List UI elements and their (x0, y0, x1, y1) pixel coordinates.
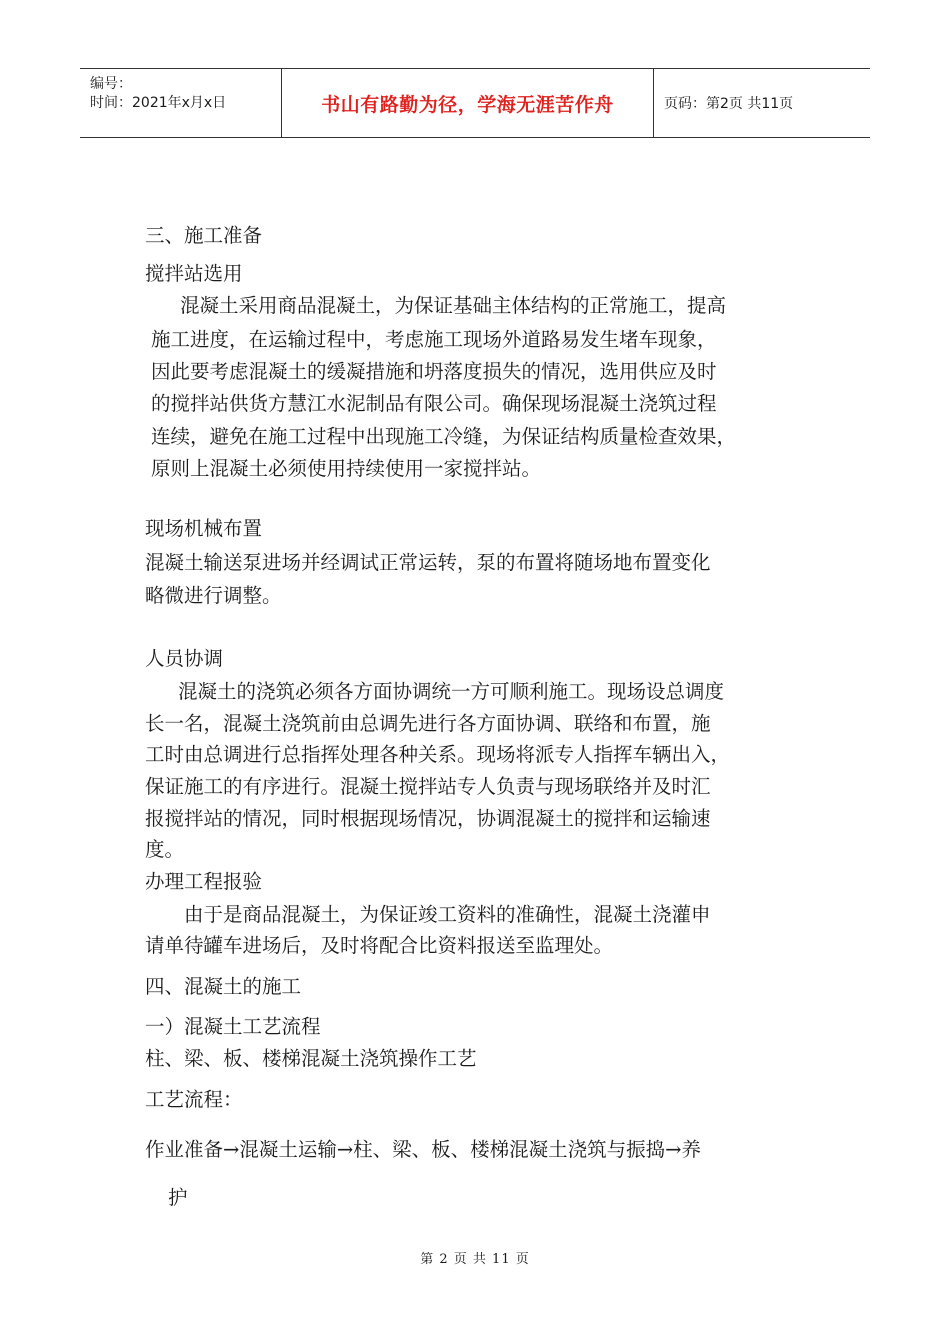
paragraph-line: 度。 (145, 838, 185, 861)
doc-date: 时间：2021年x月x日 (90, 95, 227, 111)
flow-label: 工艺流程： (145, 1088, 243, 1111)
page-header (80, 68, 870, 138)
paragraph-line: 长一名，混凝土浇筑前由总调先进行各方面协调、联络和布置，施 (145, 712, 711, 735)
header-page-info: 页码：第2页 共11页 (664, 96, 794, 112)
staff-coordination-title: 人员协调 (145, 647, 224, 670)
section-3-title: 三、施工准备 (145, 224, 263, 247)
doc-number-label: 编号： (90, 76, 132, 92)
paragraph-line: 由于是商品混凝土，为保证竣工资料的准确性，混凝土浇灌申 (184, 903, 711, 926)
flow-line: 护 (168, 1186, 188, 1209)
flow-line: 作业准备→混凝土运输→柱、梁、板、楼梯混凝土浇筑与振捣→养 (145, 1138, 702, 1161)
paragraph-line: 因此要考虑混凝土的缓凝措施和坍落度损失的情况，选用供应及时 (151, 360, 717, 383)
page-footer: 第 2 页 共 11 页 (420, 1252, 530, 1267)
paragraph-line: 混凝土的浇筑必须各方面协调统一方可顺利施工。现场设总调度 (178, 680, 725, 703)
paragraph-line: 略微进行调整。 (145, 584, 282, 607)
paragraph-line: 请单待罐车进场后，及时将配合比资料报送至监理处。 (145, 934, 614, 957)
mixing-station-title: 搅拌站选用 (145, 262, 243, 285)
paragraph-line: 混凝土采用商品混凝土，为保证基础主体结构的正常施工，提高 (180, 294, 727, 317)
machine-layout-title: 现场机械布置 (145, 517, 263, 540)
paragraph-line: 报搅拌站的情况，同时根据现场情况，协调混凝土的搅拌和运输速 (145, 807, 711, 830)
paragraph-line: 混凝土输送泵进场并经调试正常运转，泵的布置将随场地布置变化 (145, 551, 711, 574)
header-meta-cell (80, 69, 282, 137)
subsection-1-subtitle: 柱、梁、板、楼梯混凝土浇筑操作工艺 (145, 1047, 477, 1070)
inspection-title: 办理工程报验 (145, 870, 263, 893)
paragraph-line: 连续，避免在施工过程中出现施工冷缝，为保证结构质量检查效果， (151, 425, 737, 448)
paragraph-line: 保证施工的有序进行。混凝土搅拌站专人负责与现场联络并及时汇 (145, 775, 711, 798)
header-motto: 书山有路勤为径，学海无涯苦作舟 (321, 93, 614, 116)
header-motto-cell (282, 69, 654, 137)
subsection-1-title: 一）混凝土工艺流程 (145, 1015, 321, 1038)
paragraph-line: 工时由总调进行总指挥处理各种关系。现场将派专人指挥车辆出入， (145, 743, 731, 766)
paragraph-line: 施工进度，在运输过程中，考虑施工现场外道路易发生堵车现象， (151, 328, 717, 351)
section-4-title: 四、混凝土的施工 (145, 975, 302, 998)
header-page-cell (654, 69, 870, 137)
paragraph-line: 原则上混凝土必须使用持续使用一家搅拌站。 (151, 457, 542, 480)
paragraph-line: 的搅拌站供货方慧江水泥制品有限公司。确保现场混凝土浇筑过程 (151, 392, 717, 415)
